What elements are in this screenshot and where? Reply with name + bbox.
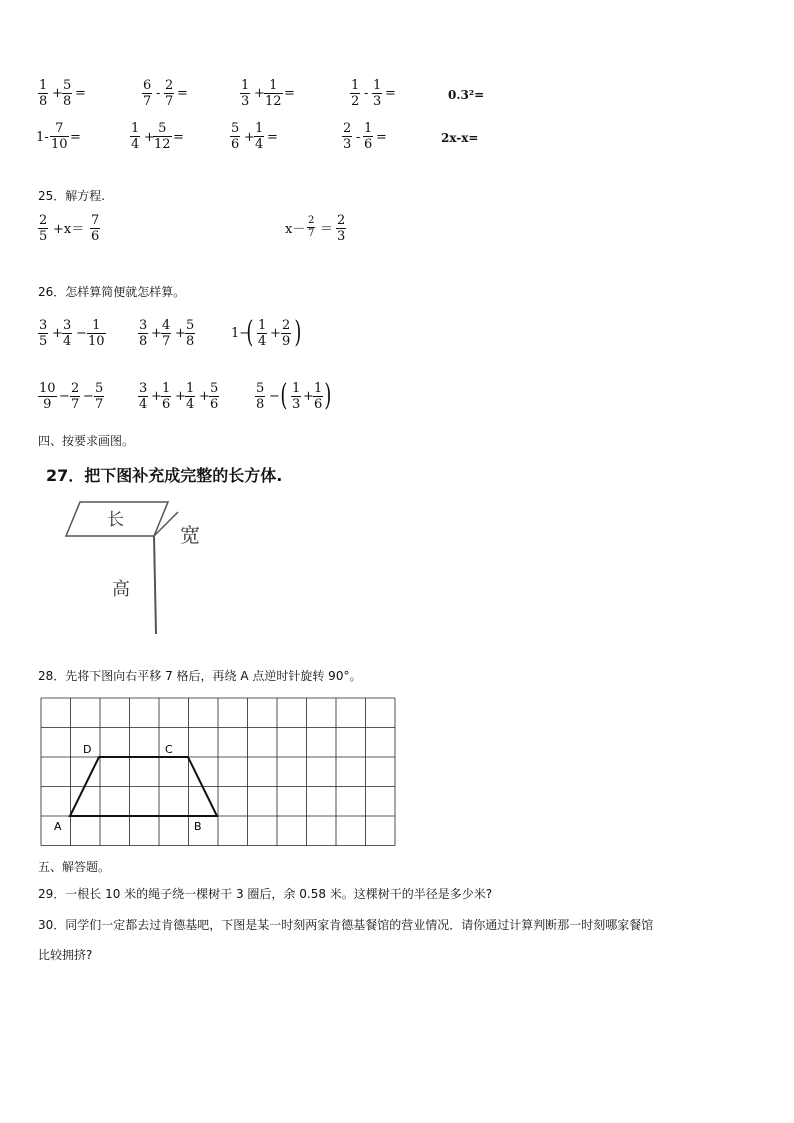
operator: − — [59, 389, 70, 404]
equals: = — [75, 86, 86, 101]
fraction: $\frac{1}{12}$ — [265, 78, 282, 109]
fraction: $\frac{2}{3}$ — [337, 213, 346, 244]
fraction: $\frac{10}{9}$ — [39, 381, 56, 412]
height-edge — [154, 536, 156, 634]
fraction: $\frac{1}{10}$ — [88, 318, 105, 349]
fraction: $\frac{6}{7}$ — [143, 78, 152, 109]
fraction: $\frac{5}{6}$ — [210, 381, 219, 412]
fraction: $\frac{1}{3}$ — [241, 78, 250, 109]
width-edge — [154, 512, 178, 536]
operator: + — [144, 130, 155, 145]
fraction: $\frac{1}{3}$ — [373, 78, 382, 109]
question-25-title: 25．解方程. — [38, 189, 106, 203]
fraction: $\frac{5}{12}$ — [154, 121, 171, 152]
fraction: $\frac{7}{10}$ — [51, 121, 68, 152]
fraction: $\frac{3}{5}$ — [39, 318, 48, 349]
question-30-line-2: 比较拥挤? — [38, 948, 93, 962]
operator: + — [270, 326, 281, 341]
cuboid-partial-figure — [60, 492, 220, 640]
fraction: $\frac{2}{7}$ — [71, 381, 80, 412]
fraction: $\frac{3}{4}$ — [139, 381, 148, 412]
operator: +x＝ — [53, 222, 85, 237]
operator: + — [175, 389, 186, 404]
vertex-a: A — [54, 820, 62, 833]
fraction: $\frac{1}{6}$ — [314, 381, 323, 412]
fraction: $\frac{1}{4}$ — [131, 121, 140, 152]
question-30-line-1: 30．同学们一定都去过肯德基吧，下图是某一时刻两家肯德基餐馆的营业情况．请你通过计算判断那一时刻哪家餐馆 — [38, 918, 654, 932]
operator: + — [52, 326, 63, 341]
label-width: 宽 — [180, 523, 200, 547]
left-paren: ( — [280, 378, 288, 413]
fraction: $\frac{1}{6}$ — [364, 121, 373, 152]
operator: + — [151, 389, 162, 404]
fraction: $\frac{1}{4}$ — [258, 318, 267, 349]
fraction: $\frac{2}{5}$ — [39, 213, 48, 244]
calc-item: 0.3²= — [448, 88, 485, 102]
operator: + — [199, 389, 210, 404]
operator: x－ — [285, 222, 306, 237]
operator: 1- — [36, 130, 49, 145]
right-paren: ) — [324, 378, 332, 413]
fraction: $\frac{1}{4}$ — [255, 121, 264, 152]
fraction: $\frac{3}{4}$ — [63, 318, 72, 349]
fraction: $\frac{1}{8}$ — [39, 78, 48, 109]
fraction: $\frac{2}{7}$ — [165, 78, 174, 109]
equals: = — [173, 130, 184, 145]
equals: = — [385, 86, 396, 101]
operator: − — [76, 326, 87, 341]
equals: = — [267, 130, 278, 145]
vertex-d: D — [83, 743, 92, 756]
grid-lines — [41, 698, 395, 846]
section-5-heading: 五、解答题。 — [38, 860, 111, 874]
vertex-b: B — [194, 820, 202, 833]
equals: = — [284, 86, 295, 101]
section-4-heading: 四、按要求画图。 — [38, 434, 135, 448]
question-28-title: 28．先将下图向右平移 7 格后，再绕 A 点逆时针旋转 90°。 — [38, 669, 362, 683]
right-paren: ) — [294, 315, 302, 350]
fraction: $\frac{5}{6}$ — [231, 121, 240, 152]
calc-item: 2x-x= — [441, 131, 479, 145]
fraction: $\frac{5}{8}$ — [63, 78, 72, 109]
equals: = — [70, 130, 81, 145]
operator: 1− — [231, 326, 251, 341]
question-26-title: 26．怎样算简便就怎样算。 — [38, 285, 186, 299]
equals: = — [177, 86, 188, 101]
fraction: $\frac{1}{3}$ — [292, 381, 301, 412]
operator: - — [356, 130, 361, 145]
equals: = — [376, 130, 387, 145]
fraction: $\frac{5}{7}$ — [95, 381, 104, 412]
fraction: $\frac{4}{7}$ — [162, 318, 171, 349]
translation-grid — [38, 695, 398, 850]
fraction: $\frac{2}{7}$ — [308, 215, 315, 239]
fraction: $\frac{2}{3}$ — [343, 121, 352, 152]
operator: + — [52, 86, 63, 101]
operator: ＝ — [320, 222, 334, 237]
fraction: $\frac{1}{6}$ — [162, 381, 171, 412]
question-29: 29．一根长 10 米的绳子绕一棵树干 3 圈后，余 0.58 米。这棵树干的半径是多少米? — [38, 887, 493, 901]
operator: + — [151, 326, 162, 341]
label-height: 高 — [112, 579, 130, 600]
fraction: $\frac{3}{8}$ — [139, 318, 148, 349]
left-paren: ( — [246, 315, 254, 350]
operator: - — [156, 86, 161, 101]
fraction: $\frac{7}{6}$ — [91, 213, 100, 244]
fraction: $\frac{2}{9}$ — [282, 318, 291, 349]
operator: − — [269, 389, 280, 404]
operator: − — [83, 389, 94, 404]
question-27-title: 27．把下图补充成完整的长方体. — [46, 466, 283, 485]
operator: + — [303, 389, 314, 404]
operator: + — [254, 86, 265, 101]
fraction: $\frac{1}{2}$ — [351, 78, 360, 109]
operator: + — [175, 326, 186, 341]
operator: + — [244, 130, 255, 145]
vertex-c: C — [165, 743, 173, 756]
fraction: $\frac{1}{4}$ — [186, 381, 195, 412]
fraction: $\frac{5}{8}$ — [186, 318, 195, 349]
label-length: 长 — [107, 510, 124, 530]
fraction: $\frac{5}{8}$ — [256, 381, 265, 412]
operator: - — [364, 86, 369, 101]
